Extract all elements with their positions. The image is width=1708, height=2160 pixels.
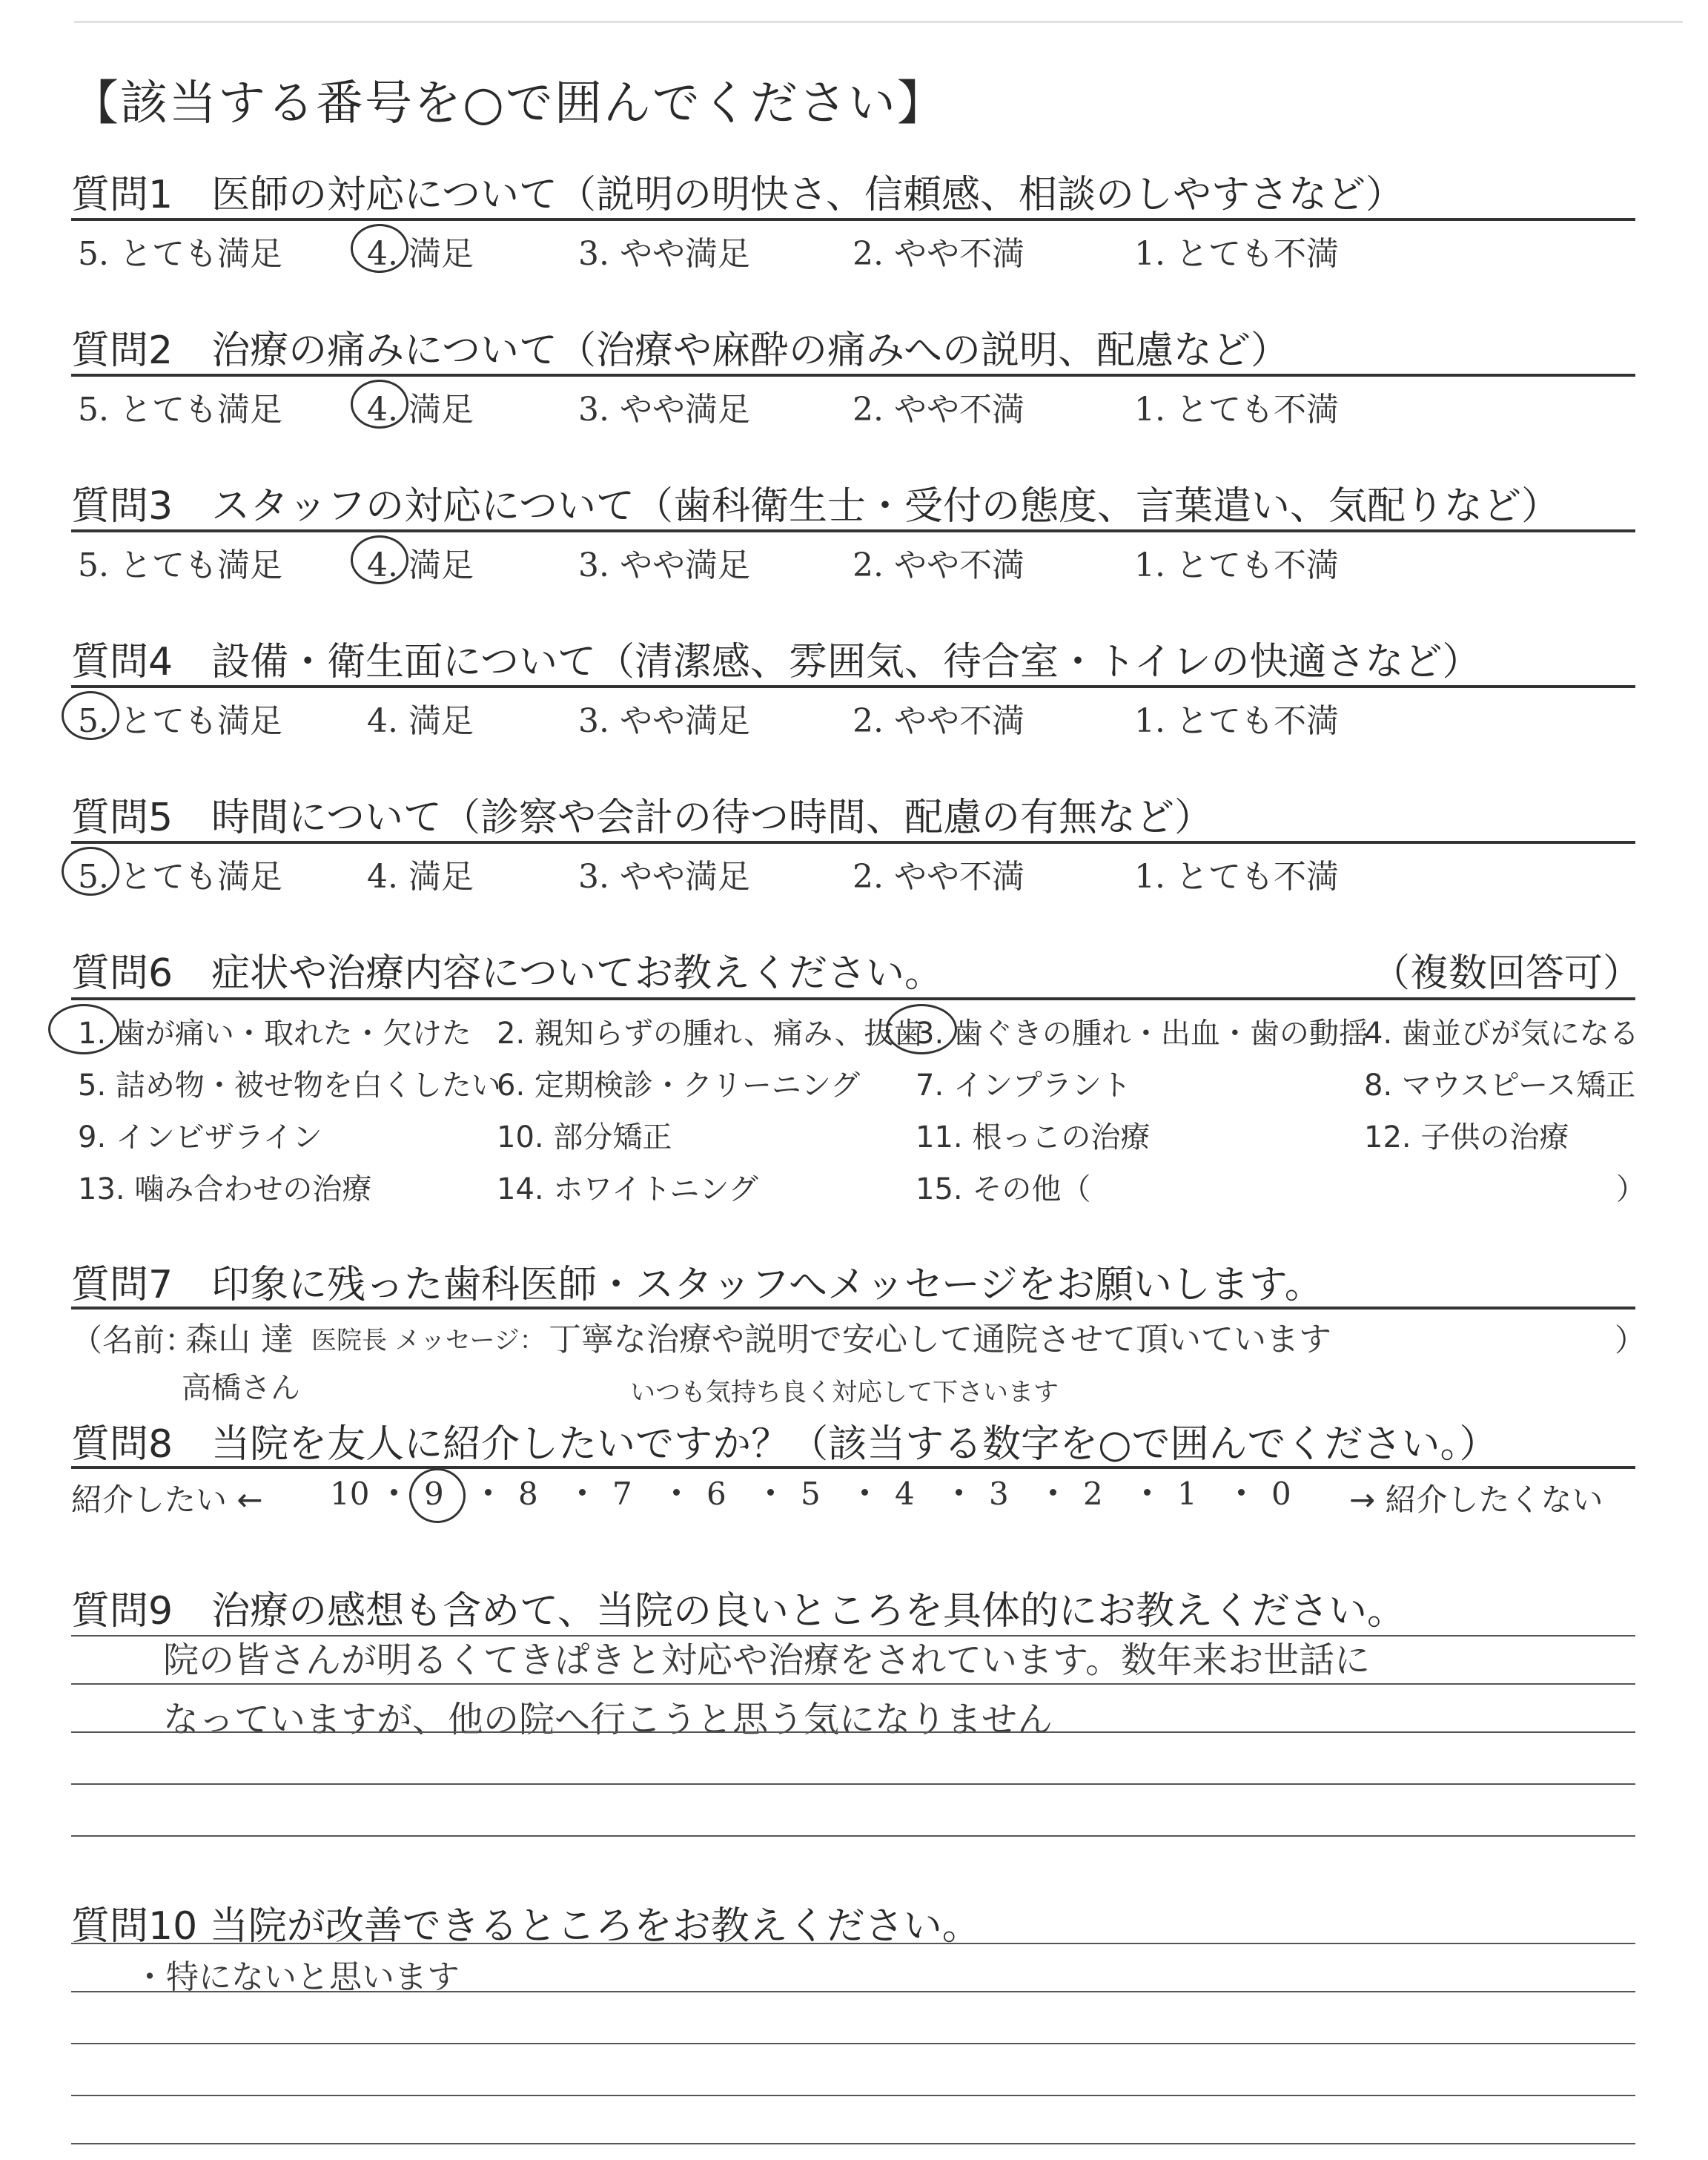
q5-title: 質問5 時間について（診察や会計の待つ時間、配慮の有無など）	[71, 796, 1214, 840]
q6-option: 2. 親知らずの腫れ、痛み、抜歯	[497, 1017, 924, 1051]
q9-answer-line-2: なっていますが、他の院へ行こうと思う気になりません	[163, 1699, 1053, 1740]
q7-name-value-2: 高橋さん	[182, 1371, 300, 1405]
q1-title: 質問1 医師の対応について（説明の明快さ、信頼感、相談のしやすさなど）	[71, 173, 1404, 217]
q10-line	[71, 2143, 1635, 2144]
q5-option: 3. やや満足	[578, 858, 750, 896]
q4-option: 4. 満足	[367, 702, 474, 740]
q4-option: 2. やや不満	[853, 702, 1025, 740]
q1-option: 1. とても不満	[1134, 235, 1339, 273]
q6-rule	[71, 997, 1635, 1000]
q3-title: 質問3 スタッフの対応について（歯科衛生士・受付の態度、言葉遣い、気配りなど）	[71, 484, 1560, 529]
q6-option: 6. 定期検診・クリーニング	[497, 1069, 861, 1103]
q6-option: 7. インプラント	[916, 1069, 1131, 1103]
q8-number: 8	[518, 1476, 538, 1512]
q6-option: 14. ホワイトニング	[497, 1172, 758, 1206]
q6-title: 質問6 症状や治療内容についてお教えください。	[71, 951, 944, 996]
q8-separator-dot	[767, 1489, 774, 1496]
q2-option: 5. とても満足	[78, 391, 282, 429]
q10-answer-line-1: ・特にないと思います	[133, 1958, 460, 1996]
q7-name-value: 森山 達	[185, 1321, 294, 1358]
q6-selection-circle	[886, 1004, 957, 1054]
q3-selection-circle	[351, 535, 408, 584]
q3-option: 3. やや満足	[578, 546, 750, 584]
q3-option: 5. とても満足	[78, 546, 282, 584]
q8-right-label: → 紹介したくない	[1349, 1482, 1603, 1518]
q8-number: 4	[895, 1476, 915, 1512]
q8-separator-dot	[485, 1489, 491, 1496]
q6-option: 12. 子供の治療	[1364, 1120, 1569, 1155]
q8-separator-dot	[1238, 1489, 1245, 1496]
q8-separator-dot	[1144, 1489, 1151, 1496]
q7-message-label: 医院長 メッセージ：	[311, 1326, 545, 1355]
q7-message-line-1: 丁寧な治療や説明で安心して通院させて頂いています	[549, 1321, 1331, 1358]
q6-option: 8. マウスピース矯正	[1364, 1069, 1636, 1103]
q8-separator-dot	[956, 1489, 962, 1496]
q8-title: 質問8 当院を友人に紹介したいですか？（該当する数字を○で囲んでください。）	[71, 1422, 1498, 1467]
q9-line	[71, 1683, 1635, 1685]
q2-selection-circle	[351, 380, 408, 429]
top-border	[74, 21, 1683, 23]
q9-line	[71, 1835, 1635, 1837]
q6-option: 1. 歯が痛い・取れた・欠けた	[78, 1017, 471, 1051]
q8-separator-dot	[673, 1489, 680, 1496]
q7-name-label: （名前：	[71, 1322, 196, 1358]
q2-rule	[71, 374, 1635, 377]
q8-separator-dot	[861, 1489, 868, 1496]
q8-number: 3	[989, 1476, 1009, 1512]
q10-rule	[71, 1943, 1635, 1944]
q2-title: 質問2 治療の痛みについて（治療や麻酔の痛みへの説明、配慮など）	[71, 328, 1290, 373]
q1-option: 3. やや満足	[578, 235, 750, 273]
q8-number: 7	[612, 1476, 632, 1512]
q9-answer-line-1: 院の皆さんが明るくてきぱきと対応や治療をされています。数年来お世話に	[163, 1639, 1371, 1681]
q2-option: 4. 満足	[367, 391, 474, 429]
q9-line	[71, 1783, 1635, 1785]
q7-title: 質問7 印象に残った歯科医師・スタッフへメッセージをお願いします。	[71, 1263, 1323, 1307]
q6-option: 15. その他（	[916, 1172, 1091, 1206]
q8-separator-dot	[391, 1489, 397, 1496]
q10-line	[71, 1991, 1635, 1992]
q5-option: 4. 満足	[367, 858, 474, 896]
q5-option: 2. やや不満	[853, 858, 1025, 896]
q6-option: 11. 根っこの治療	[916, 1120, 1151, 1155]
q6-note: （複数回答可）	[1371, 951, 1642, 996]
q1-option: 4. 満足	[367, 235, 474, 273]
q3-option: 1. とても不満	[1134, 546, 1339, 584]
q8-selection-circle	[409, 1468, 466, 1523]
q9-title: 質問9 治療の感想も含めて、当院の良いところを具体的にお教えください。	[71, 1589, 1406, 1634]
q5-option: 5. とても満足	[78, 858, 282, 896]
q2-option: 1. とても不満	[1134, 391, 1339, 429]
q1-selection-circle	[351, 224, 408, 273]
q8-number: 10	[330, 1476, 370, 1512]
q7-close-paren: ）	[1615, 1322, 1646, 1358]
q4-title: 質問4 設備・衛生面について（清潔感、雰囲気、待合室・トイレの快適さなど）	[71, 640, 1481, 684]
q8-separator-dot	[579, 1489, 586, 1496]
q5-selection-circle	[62, 847, 119, 896]
q8-number: 2	[1083, 1476, 1103, 1512]
q1-option: 5. とても満足	[78, 235, 282, 273]
q10-title: 質問10 当院が改善できるところをお教えください。	[71, 1904, 981, 1949]
q2-option: 2. やや不満	[853, 391, 1025, 429]
q6-option: 13. 噛み合わせの治療	[78, 1172, 372, 1206]
q4-option: 3. やや満足	[578, 702, 750, 740]
q8-number: 9	[424, 1476, 444, 1512]
q4-option: 1. とても不満	[1134, 702, 1339, 740]
q10-line	[71, 2095, 1635, 2096]
q4-option: 5. とても満足	[78, 702, 282, 740]
q7-rule	[71, 1307, 1635, 1309]
q8-number: 0	[1271, 1476, 1291, 1512]
q8-rule	[71, 1466, 1635, 1469]
q10-line	[71, 2043, 1635, 2044]
q3-rule	[71, 529, 1635, 532]
q6-selection-circle	[48, 1004, 119, 1054]
q6-option: 5. 詰め物・被せ物を白くしたい	[78, 1069, 501, 1103]
q9-line	[71, 1731, 1635, 1733]
q3-option: 4. 満足	[367, 546, 474, 584]
q5-option: 1. とても不満	[1134, 858, 1339, 896]
q8-separator-dot	[1050, 1489, 1056, 1496]
q8-number: 5	[801, 1476, 821, 1512]
q4-selection-circle	[62, 691, 119, 740]
q8-left-label: 紹介したい ←	[71, 1482, 263, 1518]
q7-message-line-2: いつも気持ち良く対応して下さいます	[630, 1378, 1059, 1407]
q8-number: 1	[1177, 1476, 1197, 1512]
instruction-heading: 【該当する番号を○で囲んでください】	[71, 76, 946, 131]
q6-option: ）	[1616, 1172, 1646, 1206]
q5-rule	[71, 841, 1635, 844]
q8-number: 6	[706, 1476, 726, 1512]
q4-rule	[71, 685, 1635, 688]
q3-option: 2. やや不満	[853, 546, 1025, 584]
q1-rule	[71, 218, 1635, 221]
q6-option: 10. 部分矯正	[497, 1120, 672, 1155]
q1-option: 2. やや不満	[853, 235, 1025, 273]
q6-option: 4. 歯並びが気になる	[1364, 1017, 1639, 1051]
q2-option: 3. やや満足	[578, 391, 750, 429]
q6-option: 9. インビザライン	[78, 1120, 322, 1155]
q6-option: 3. 歯ぐきの腫れ・出血・歯の動揺	[916, 1017, 1368, 1051]
